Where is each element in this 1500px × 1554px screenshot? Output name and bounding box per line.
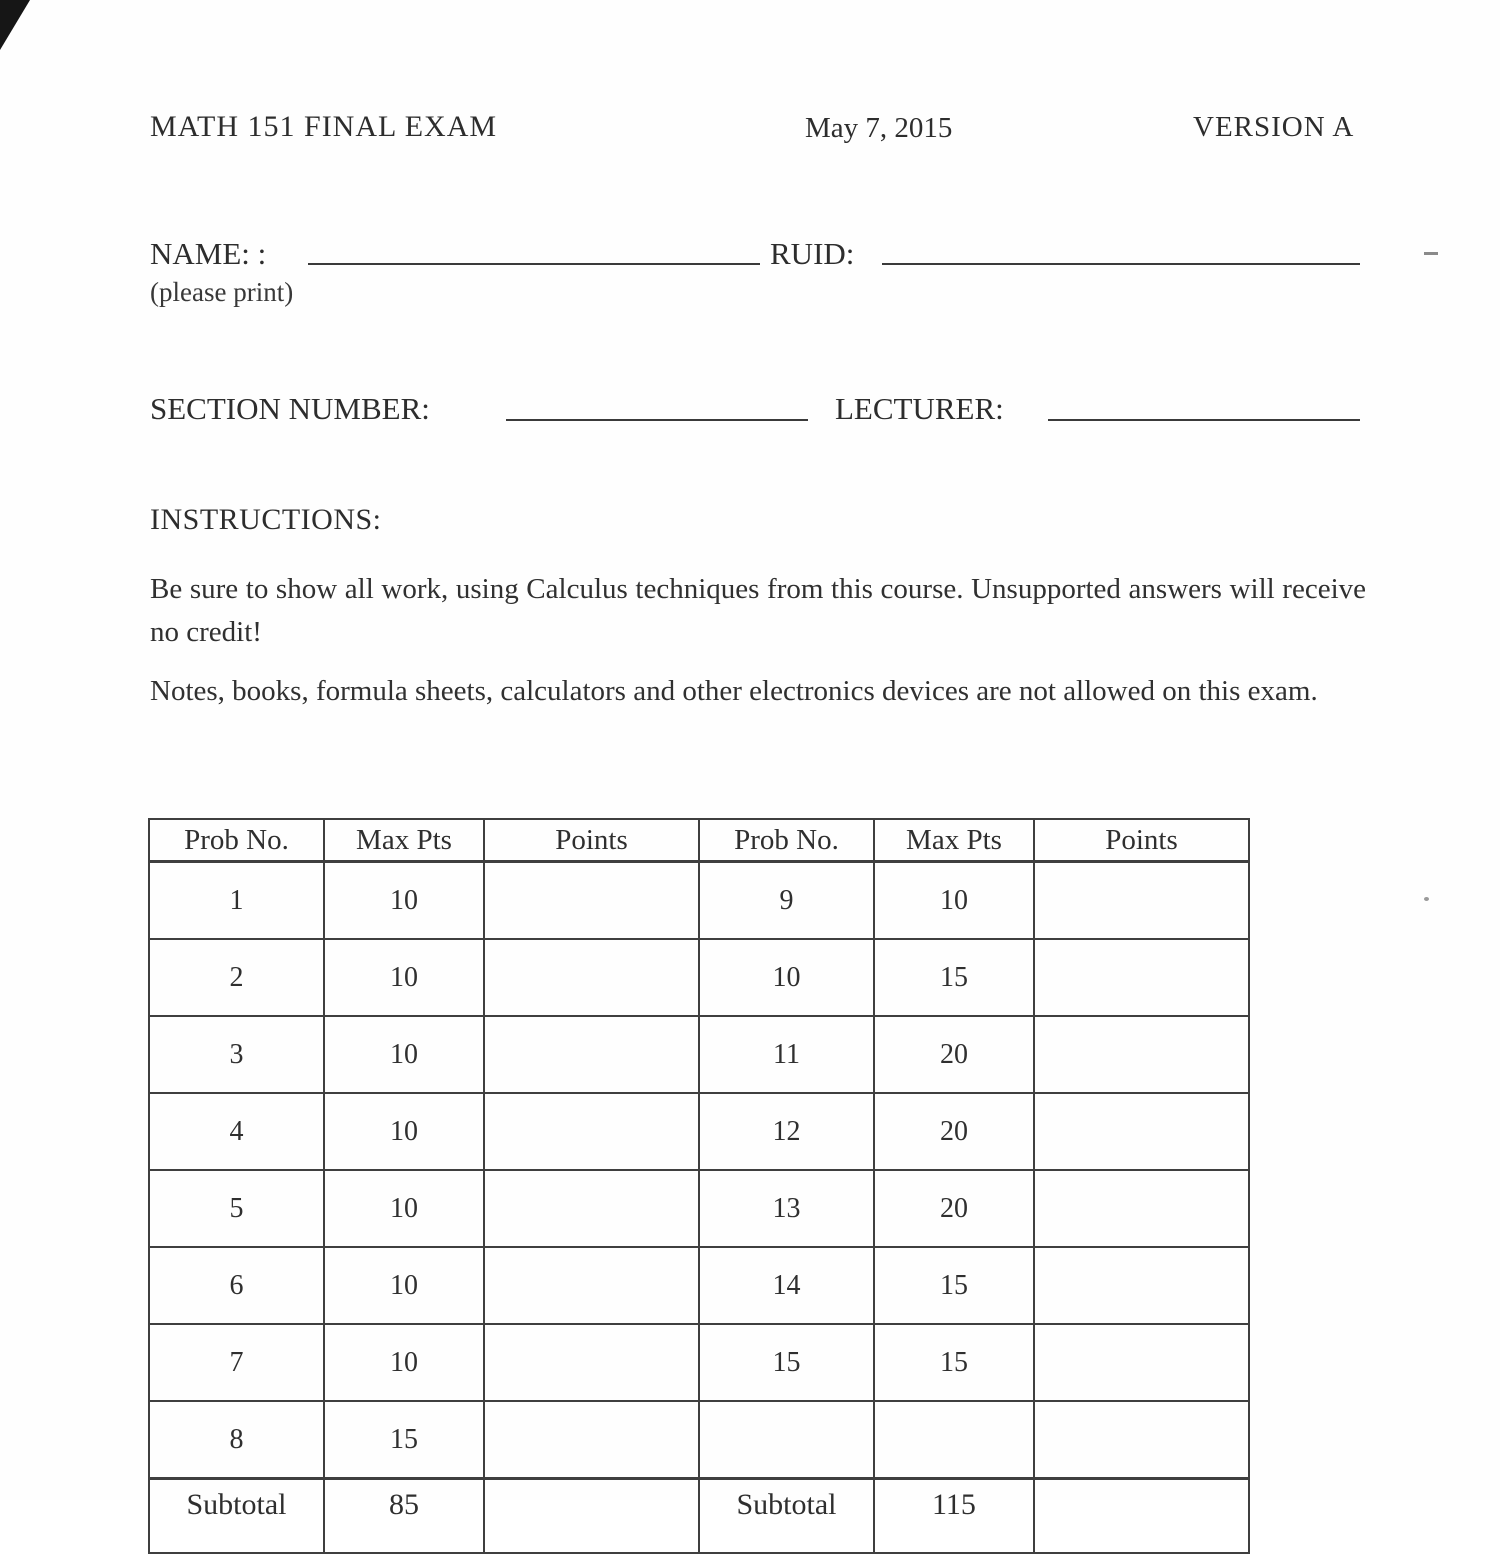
subtotal-value: 85	[324, 1479, 484, 1553]
max-pts-cell: 15	[874, 1324, 1034, 1401]
header-points-right: Points	[1034, 819, 1249, 862]
prob-no-cell: 2	[149, 939, 324, 1016]
max-pts-cell: 15	[324, 1401, 484, 1478]
max-pts-cell: 10	[324, 1170, 484, 1247]
points-cell	[1034, 1479, 1249, 1553]
exam-date: May 7, 2015	[805, 112, 953, 144]
points-cell	[1034, 862, 1249, 940]
table-row	[149, 862, 1249, 940]
prob-no-cell: 8	[149, 1401, 324, 1478]
header-prob-no-right: Prob No.	[699, 819, 874, 862]
max-pts-cell: 15	[874, 1247, 1034, 1324]
max-pts-cell: 10	[324, 939, 484, 1016]
max-pts-cell: 20	[874, 1170, 1034, 1247]
prob-no-cell: 9	[699, 862, 874, 940]
section-number-fill-line	[506, 419, 808, 421]
max-pts-cell: 10	[324, 1247, 484, 1324]
name-fill-line	[308, 263, 760, 265]
points-cell	[484, 939, 699, 1016]
page-title: MATH 151 FINAL EXAM	[150, 110, 498, 143]
table-row	[149, 1247, 1249, 1324]
max-pts-cell: 20	[874, 1016, 1034, 1093]
prob-no-cell: 15	[699, 1324, 874, 1401]
scan-artifact-dash	[1424, 252, 1438, 255]
header-prob-no-left: Prob No.	[149, 819, 324, 862]
table-row	[149, 1324, 1249, 1401]
instructions-paragraph-1: Be sure to show all work, using Calculus techniques from this course. Unsupported answers will receive no credit!	[150, 573, 1366, 648]
prob-no-cell: 6	[149, 1247, 324, 1324]
ruid-fill-line	[882, 263, 1360, 265]
prob-no-cell: 4	[149, 1093, 324, 1170]
ruid-label: RUID:	[770, 236, 855, 271]
prob-no-cell: 13	[699, 1170, 874, 1247]
prob-no-cell	[699, 1401, 874, 1478]
exam-version: VERSION A	[1193, 111, 1355, 143]
instructions-heading: INSTRUCTIONS:	[150, 503, 382, 536]
scan-artifact-dot	[1424, 897, 1429, 901]
header-max-pts-left: Max Pts	[324, 819, 484, 862]
max-pts-cell: 10	[324, 862, 484, 940]
prob-no-cell: 11	[699, 1016, 874, 1093]
lecturer-fill-line	[1048, 419, 1360, 421]
please-print-note: (please print)	[150, 277, 294, 307]
score-table	[148, 818, 1250, 1479]
max-pts-cell: 15	[874, 939, 1034, 1016]
name-label: NAME: :	[150, 236, 267, 271]
table-row	[149, 1093, 1249, 1170]
max-pts-cell: 10	[324, 1093, 484, 1170]
max-pts-cell: 10	[874, 862, 1034, 940]
table-row	[149, 1479, 1249, 1553]
points-cell	[1034, 1093, 1249, 1170]
table-row	[149, 1170, 1249, 1247]
instructions-paragraph-2: Notes, books, formula sheets, calculators and other electronics devices are not allowed on this exam.	[150, 675, 1318, 707]
points-cell	[484, 1324, 699, 1401]
points-cell	[1034, 939, 1249, 1016]
points-cell	[484, 1093, 699, 1170]
prob-no-cell: 10	[699, 939, 874, 1016]
points-cell	[1034, 1170, 1249, 1247]
section-number-label: SECTION NUMBER:	[150, 391, 430, 426]
prob-no-cell: 5	[149, 1170, 324, 1247]
prob-no-cell: 7	[149, 1324, 324, 1401]
max-pts-cell: 20	[874, 1093, 1034, 1170]
table-header-row	[149, 819, 1249, 862]
header-max-pts-right: Max Pts	[874, 819, 1034, 862]
points-cell	[484, 1479, 699, 1553]
table-row	[149, 939, 1249, 1016]
subtotal-row	[148, 1478, 1250, 1554]
prob-no-cell: 3	[149, 1016, 324, 1093]
points-cell	[1034, 1016, 1249, 1093]
prob-no-cell: 14	[699, 1247, 874, 1324]
subtotal-label: Subtotal	[699, 1479, 874, 1553]
header-points-left: Points	[484, 819, 699, 862]
subtotal-value: 115	[874, 1479, 1034, 1553]
points-cell	[484, 862, 699, 940]
points-cell	[484, 1401, 699, 1478]
points-cell	[484, 1247, 699, 1324]
max-pts-cell	[874, 1401, 1034, 1478]
scan-artifact-corner	[0, 0, 30, 50]
points-cell	[1034, 1401, 1249, 1478]
prob-no-cell: 12	[699, 1093, 874, 1170]
points-cell	[484, 1016, 699, 1093]
points-cell	[1034, 1324, 1249, 1401]
lecturer-label: LECTURER:	[835, 391, 1004, 426]
points-cell	[484, 1170, 699, 1247]
prob-no-cell: 1	[149, 862, 324, 940]
max-pts-cell: 10	[324, 1016, 484, 1093]
points-cell	[1034, 1247, 1249, 1324]
table-row	[149, 1016, 1249, 1093]
table-row	[149, 1401, 1249, 1478]
subtotal-label: Subtotal	[149, 1479, 324, 1553]
max-pts-cell: 10	[324, 1324, 484, 1401]
